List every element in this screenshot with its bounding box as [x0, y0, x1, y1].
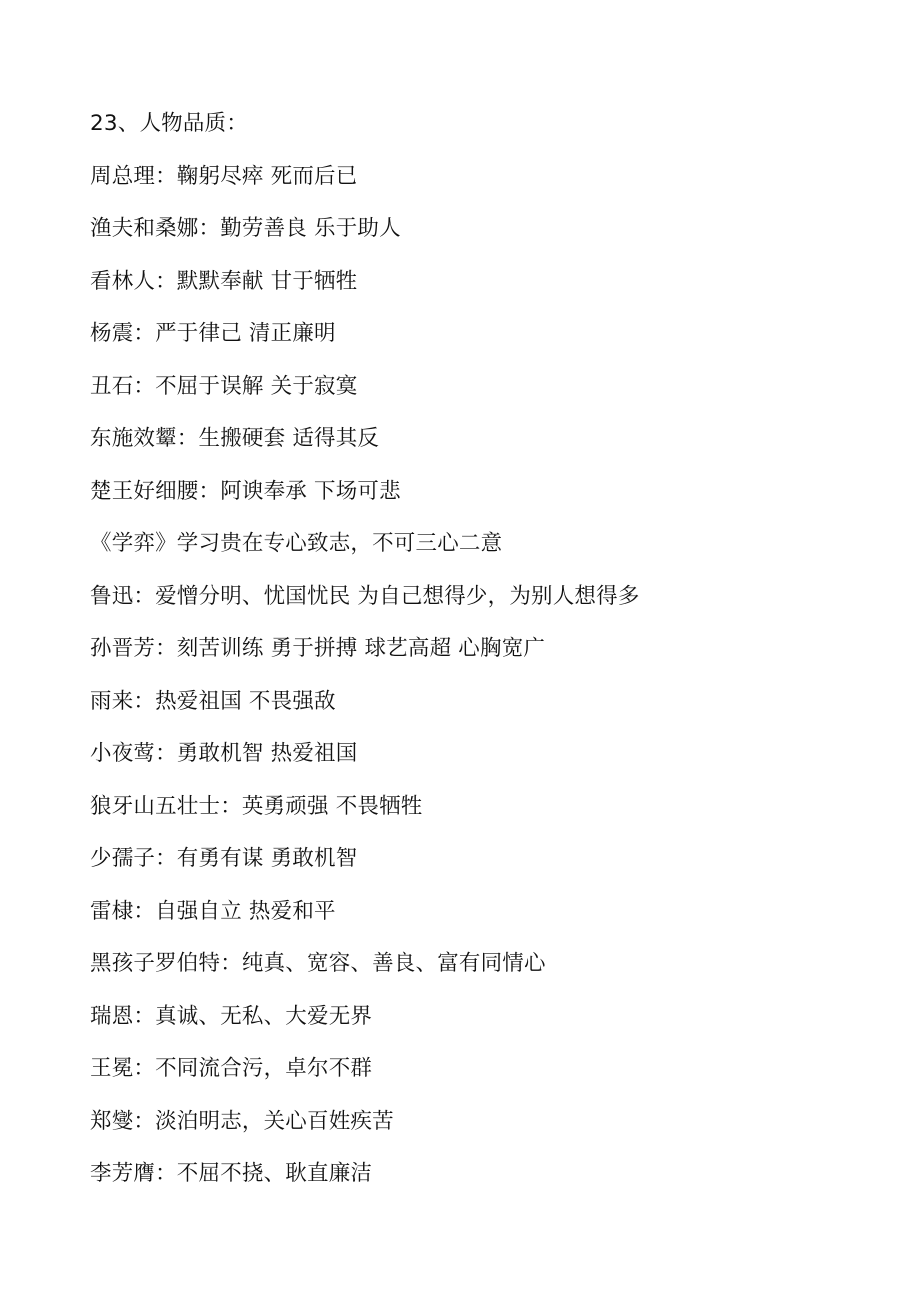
- text-line: 鲁迅：爱憎分明、忧国忧民 为自己想得少，为别人想得多: [90, 583, 640, 609]
- text-line: 郑燮：淡泊明志，关心百姓疾苦: [90, 1108, 394, 1134]
- text-line: 少孺子：有勇有谋 勇敢机智: [90, 846, 358, 871]
- text-line: 李芳膺：不屈不挠、耿直廉洁: [90, 1161, 373, 1186]
- text-line: 狼牙山五壮士：英勇顽强 不畏牺牲: [90, 793, 423, 819]
- text-line: 周总理：鞠躬尽瘁 死而后已: [90, 163, 358, 189]
- text-line: 王冕：不同流合污，卓尔不群: [90, 1056, 373, 1081]
- text-line: 丑石：不屈于误解 关于寂寞: [90, 373, 358, 399]
- document-content: [90, 104, 870, 1207]
- text-line: 孙晋芳：刻苦训练 勇于拼搏 球艺高超 心胸宽广: [90, 636, 546, 661]
- text-line: 《学弈》学习贵在专心致志，不可三心二意: [90, 531, 503, 556]
- text-line: 杨震：严于律己 清正廉明: [90, 321, 336, 346]
- text-line: 看林人：默默奉献 甘于牺牲: [90, 268, 358, 294]
- text-line: 楚王好细腰：阿谀奉承 下场可悲: [90, 478, 401, 504]
- text-line: 小夜莺：勇敢机智 热爱祖国: [90, 741, 358, 766]
- text-line: 瑞恩：真诚、无私、大爱无界: [90, 1003, 373, 1029]
- text-line: 雨来：热爱祖国 不畏强敌: [90, 688, 336, 714]
- text-line: 东施效颦：生搬硬套 适得其反: [90, 426, 380, 451]
- text-line: 雷棣：自强自立 热爱和平: [90, 898, 336, 924]
- section-heading: 23、人物品质：: [90, 111, 248, 136]
- text-line: 黑孩子罗伯特：纯真、宽容、善良、富有同情心: [90, 951, 546, 976]
- text-line: 渔夫和桑娜：勤劳善良 乐于助人: [90, 216, 401, 241]
